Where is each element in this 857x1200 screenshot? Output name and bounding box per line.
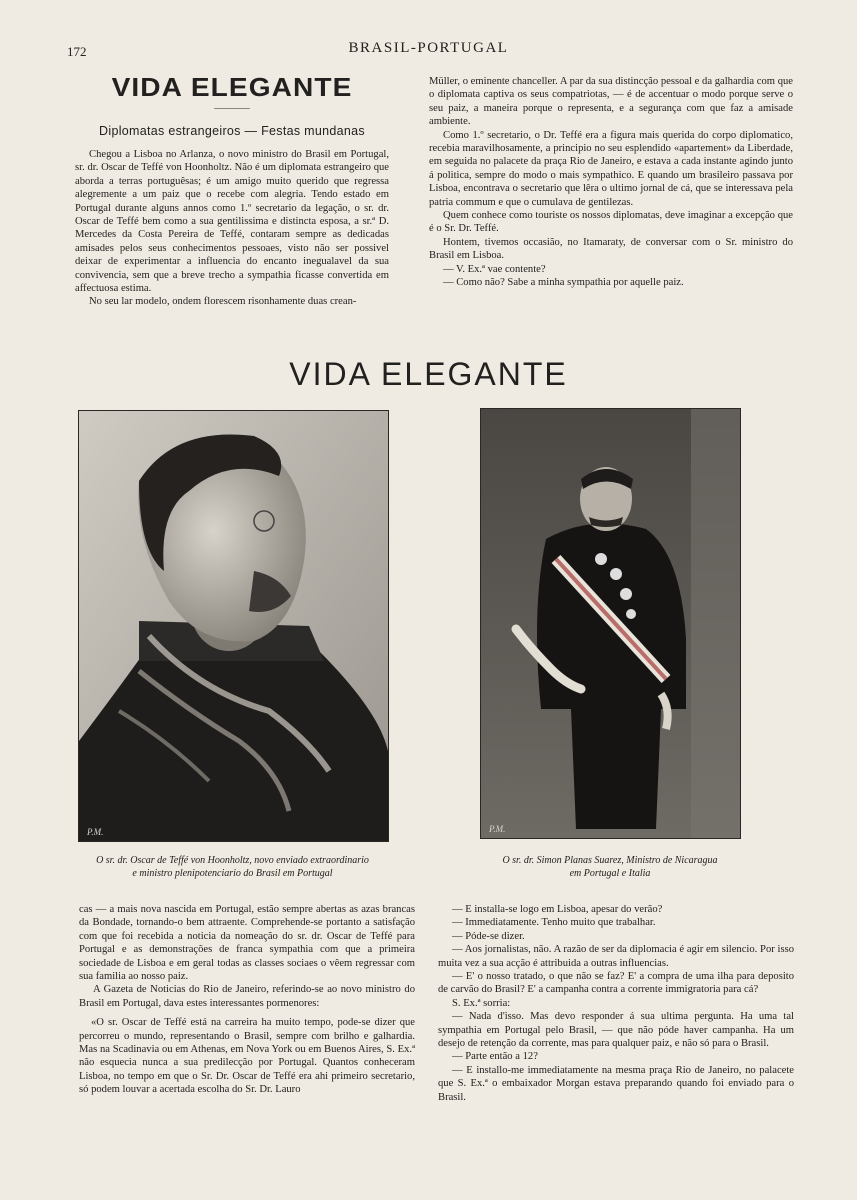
- paragraph: A Gazeta de Noticias do Rio de Janeiro, referindo-se ao novo ministro do Brasil em Portugal, dava estes interessantes pormenores:: [79, 984, 415, 1009]
- paragraph: Müller, o eminente chanceller. A par da sua distincção pessoal e da galhardia com que o diplomata captiva os seus compatriotas, — é de accentuar o modo porque serve o seu paiz, a maneira porque o representa, e a segurança com que faz a amisade ambiente.: [429, 76, 793, 128]
- dialogue-line: — Nada d'isso. Mas devo responder á sua ultima pergunta. Ha uma tal sympathia em Portugal pelo Brasil, — que não póde haver campanha. Ha um desejo de retenção da corrente, mas para qualquer paiz, e não só para o Brasil.: [438, 1011, 794, 1050]
- top-right-column: [429, 75, 793, 290]
- portrait-teffe: [78, 410, 389, 842]
- portrait-teffe-illustration: [79, 411, 388, 841]
- caption-left: [80, 855, 385, 880]
- heading-divider: [214, 108, 250, 109]
- dialogue-line: — Póde-se dizer.: [452, 930, 525, 942]
- bottom-left-column: [79, 903, 415, 1097]
- portrait-planas-suarez-illustration: [481, 409, 740, 838]
- paragraph: No seu lar modelo, ondem florescem risonhamente duas crean-: [89, 296, 357, 308]
- caption-line: O sr. dr. Simon Planas Suarez, Ministro de Nicaragua: [502, 855, 718, 866]
- bottom-right-column: [438, 903, 794, 1104]
- caption-line: O sr. dr. Oscar de Teffé von Hoonholtz, novo enviado extraordinario: [96, 855, 369, 866]
- page-number: 172: [67, 44, 87, 59]
- dialogue-line: — E' o nosso tratado, o que não se faz? E' a compra de uma ilha para deposito de carvão do Brasil? E' a campanha contra a corrente immigratoria para cá?: [438, 971, 794, 996]
- caption-line: em Portugal e Italia: [569, 867, 651, 879]
- portrait-planas-suarez: [480, 408, 741, 839]
- photographer-signature: P.M.: [489, 824, 506, 834]
- dialogue-line: — E installo-me immediatamente na mesma praça Rio de Janeiro, no palacete que S. Ex.ª o embaixador Morgan estava preparando quando foi enviado para o Brasil.: [438, 1064, 794, 1103]
- dialogue-line: — E installa-se logo em Lisboa, apesar do verão?: [452, 904, 663, 915]
- dialogue-line: — Como não? Sabe a minha sympathia por aquelle paiz.: [443, 277, 684, 289]
- paragraph: Hontem, tivemos occasião, no Itamaraty, de conversar com o Sr. ministro do Brasil em Lisboa.: [429, 236, 793, 262]
- dialogue-line: S. Ex.ª sorria:: [452, 997, 511, 1009]
- paragraph: cas — a mais nova nascida em Portugal, estão sempre abertas as azas brancas da Bondade, tornando-o bem attraente. Comprehende-se portanto a satisfação com que foi recebida a noticia da nomeação do sr. dr. Oscar de Teffé para Portugal e as demonstrações de franca sympathia com que a primeira sociedade de Lisboa e em geral todas as classes sociaes o vêem regressar com sua familia ao nosso paiz.: [79, 904, 415, 983]
- article-subheading: Diplomatas estrangeiros — Festas mundanas: [99, 124, 365, 138]
- top-left-column: [75, 148, 389, 309]
- quoted-paragraph: «O sr. Oscar de Teffé está na carreira ha muito tempo, pode-se dizer que percorreu o mundo, representando o Brasil, sempre com brilho e galhardia. Mas na Scadinavia ou em Athenas, em Nova York ou em Buenos Aires, S. Ex.ª não esquecia nunca a sua predilecção por Portugal. Quantos conheceram Lisboa, no tempo em que o Sr. Dr. Oscar de Teffé era ahi primeiro secretario, só podem louvar a acertada escolha do Sr. Dr. Lauro: [79, 1017, 415, 1096]
- caption-right: [470, 855, 750, 880]
- section-heading: VIDA ELEGANTE: [111, 72, 353, 102]
- caption-line: e ministro plenipotenciario do Brasil em Portugal: [132, 867, 333, 879]
- dialogue-line: — Immediatamente. Tenho muito que trabalhar.: [452, 917, 656, 929]
- photographer-signature: P.M.: [87, 827, 104, 837]
- paragraph: Chegou a Lisboa no Arlanza, o novo ministro do Brasil em Portugal, sr. dr. Oscar de Teffé von Hoonholtz. Não é um diplomata estrangeiro que aborda a terras portuguêsas; é um amigo muito querido que regressa alegremente a um paiz que o recebe com alegria. Tendo estado em Portugal durante alguns annos como 1.º secretario da legação, o sr. dr. Oscar de Teffé bem como a sua gentilissima e distincta esposa, a sr.ª D. Mercedes da Costa Pereira de Teffé, contaram sempre as dedicadas amisades pelos seus conhecimentos pessoaes, visto não ser possivel deixar de experimentar a influencia do encanto inegualavel da sua convivencia, sem que a breve trecho a sympathia ficasse convertida em affectuosa estima.: [75, 149, 389, 295]
- photo-spread-title: VIDA ELEGANTE: [289, 356, 568, 392]
- dialogue-line: — Aos jornalistas, não. A razão de ser da diplomacia é agir em silencio. Por isso muita vez a sua acção é attribuida a outras influencias.: [438, 944, 794, 969]
- paragraph: Como 1.º secretario, o Dr. Teffé era a figura mais querida do corpo diplomatico, recebia maravilhosamente, a principio no seu esplendido «apartement» da Liberdade, em seguida no palacete da praça Rio de Janeiro, e estava a cada instante agindo junto á politica, sempre do modo o mais sympathico. E quando um brasileiro passava por Lisboa, encontrava o secretario que lêra o ultimo jornal de cá, que se interessava pela patria commum e que o cumulava de gentilezas.: [429, 129, 793, 208]
- dialogue-line: — Parte então a 12?: [452, 1051, 538, 1063]
- paragraph: Quem conhece como touriste os nossos diplomatas, deve imaginar a excepção que é o Sr. Dr. Teffé.: [429, 210, 793, 235]
- dialogue-line: — V. Ex.ª vae contente?: [443, 263, 546, 275]
- journal-title: BRASIL-PORTUGAL: [348, 40, 509, 56]
